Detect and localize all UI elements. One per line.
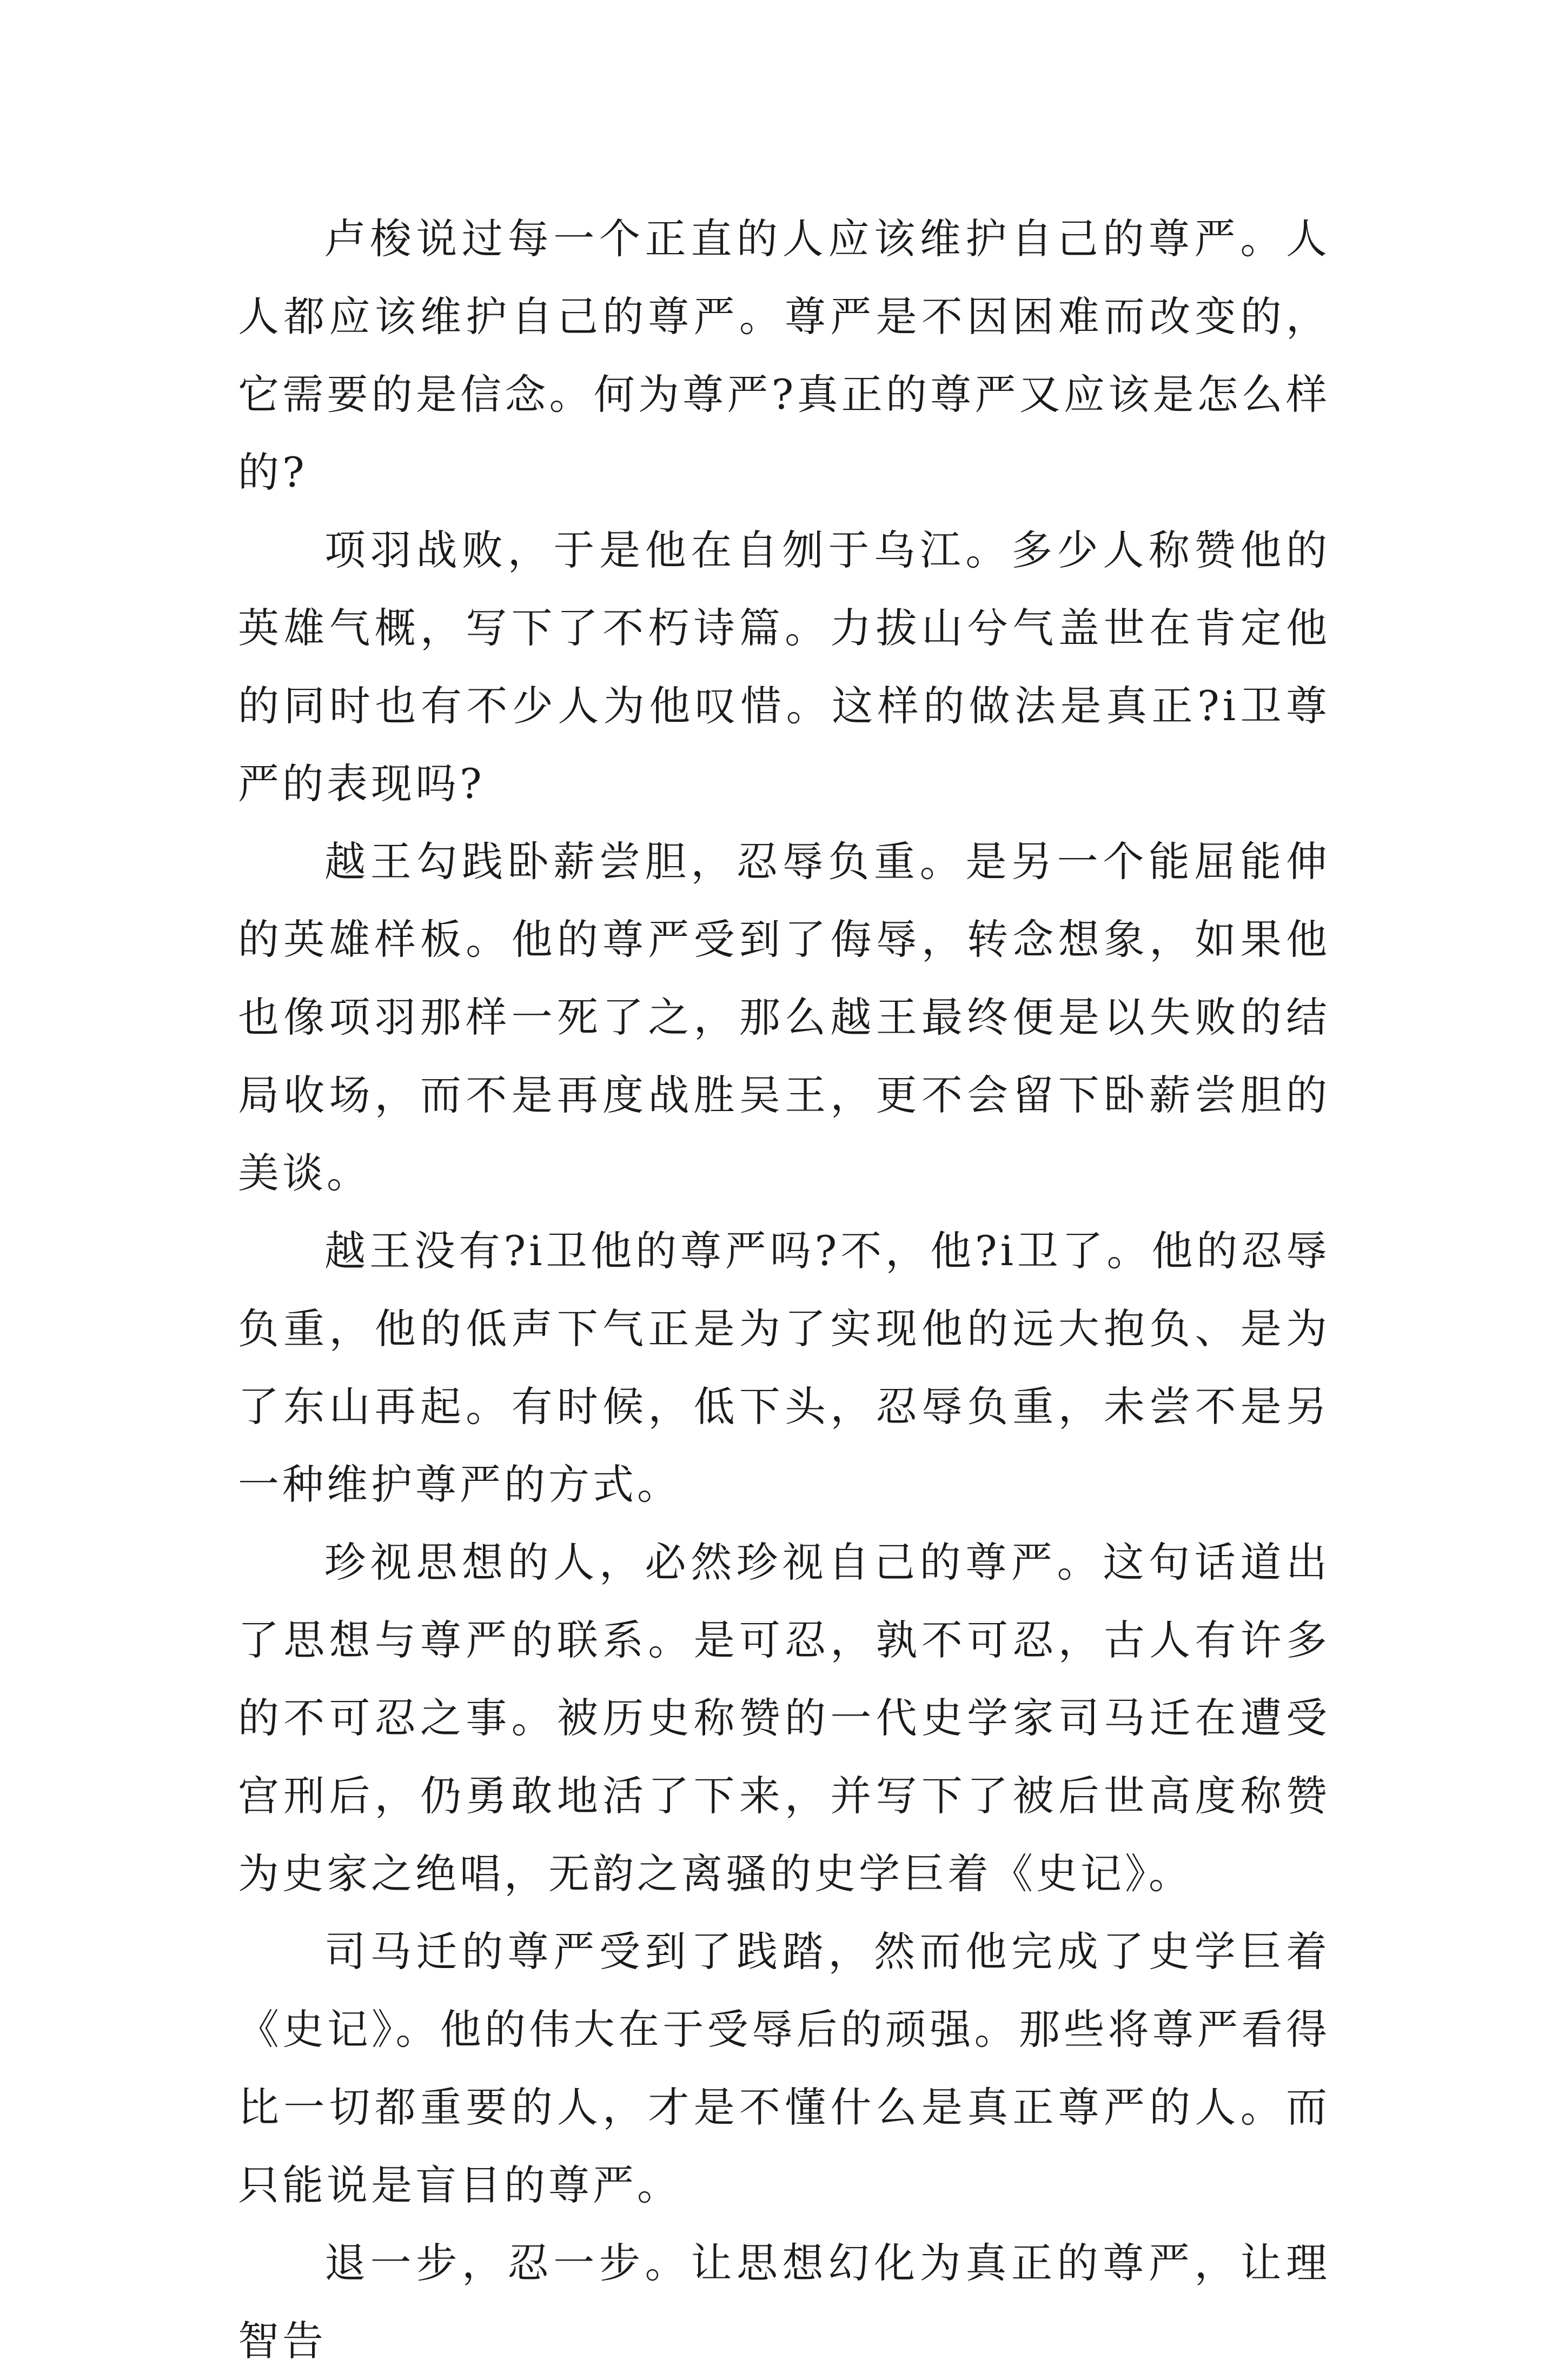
paragraph-2: 项羽战败，于是他在自刎于乌江。多少人称赞他的英雄气概，写下了不朽诗篇。力拔山兮气盖世在肯定他的同时也有不少人为他叹惜。这样的做法是真正?i卫尊严的表现吗? xyxy=(238,526,1330,808)
paragraph-5: 珍视思想的人，必然珍视自己的尊严。这句话道出了思想与尊严的联系。是可忍，孰不可忍，古人有许多的不可忍之事。被历史称赞的一代史学家司马迁在遭受宫刑后，仍勇敢地活了下来，并写下了被后世高度称赞为史家之绝唱，无韵之离骚的史学巨着《史记》。 xyxy=(238,1538,1330,1898)
paragraph-3: 越王勾践卧薪尝胆，忍辱负重。是另一个能屈能伸的英雄样板。他的尊严受到了侮辱，转念想象，如果他也像项羽那样一死了之，那么越王最终便是以失败的结局收场，而不是再度战胜吴王，更不会留下卧薪尝胆的美谈。 xyxy=(238,837,1330,1197)
paragraph-4: 越王没有?i卫他的尊严吗?不，他?i卫了。他的忍辱负重，他的低声下气正是为了实现他的远大抱负、是为了东山再起。有时候，低下头，忍辱负重，未尝不是另一种维护尊严的方式。 xyxy=(238,1227,1330,1508)
paragraph-7: 退一步，忍一步。让思想幻化为真正的尊严，让理智告 xyxy=(238,2239,1330,2365)
paragraph-6: 司马迁的尊严受到了践踏，然而他完成了史学巨着《史记》。他的伟大在于受辱后的顽强。那些将尊严看得比一切都重要的人，才是不懂什么是真正尊严的人。而只能说是盲目的尊严。 xyxy=(238,1927,1330,2209)
paragraph-1: 卢梭说过每一个正直的人应该维护自己的尊严。人人都应该维护自己的尊严。尊严是不因困难而改变的，它需要的是信念。何为尊严?真正的尊严又应该是怎么样的? xyxy=(238,215,1330,496)
essay-body xyxy=(238,200,1330,2380)
